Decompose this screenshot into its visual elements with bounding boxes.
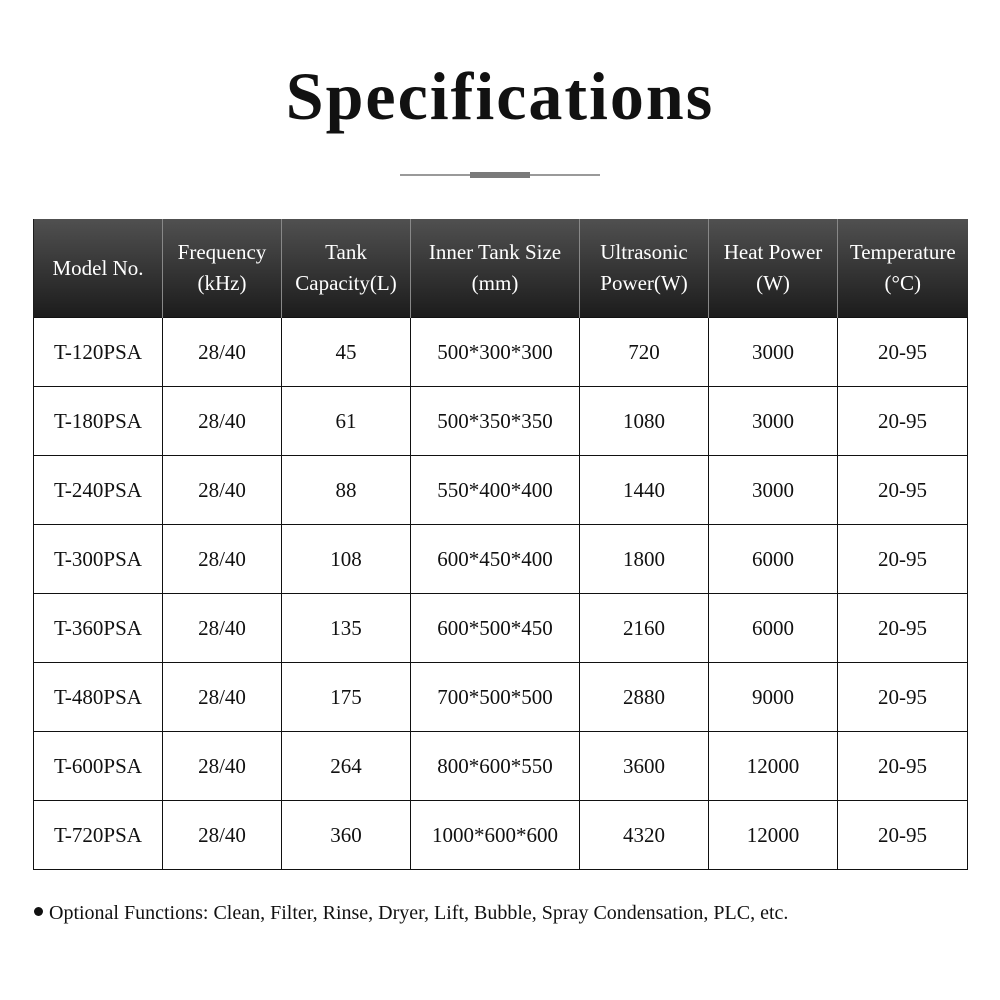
cell-ultrasonic-power: 2160 (580, 594, 709, 663)
table-header-row (34, 219, 968, 318)
cell-inner-tank-size: 600*500*450 (411, 594, 580, 663)
header-inner-tank-size: Inner Tank Size (mm) (411, 219, 580, 318)
cell-ultrasonic-power: 1080 (580, 387, 709, 456)
table-row (34, 663, 968, 732)
cell-temperature: 20-95 (838, 456, 968, 525)
cell-temperature: 20-95 (838, 663, 968, 732)
header-model-no: Model No. (34, 219, 163, 318)
cell-tank-capacity: 45 (282, 318, 411, 387)
cell-ultrasonic-power: 2880 (580, 663, 709, 732)
cell-tank-capacity: 360 (282, 801, 411, 870)
cell-ultrasonic-power: 4320 (580, 801, 709, 870)
cell-inner-tank-size: 700*500*500 (411, 663, 580, 732)
specifications-table (33, 219, 968, 870)
header-temperature: Temperature (°C) (838, 219, 968, 318)
cell-inner-tank-size: 500*300*300 (411, 318, 580, 387)
cell-ultrasonic-power: 1800 (580, 525, 709, 594)
cell-model-no: T-600PSA (34, 732, 163, 801)
optional-functions-text: Optional Functions: Clean, Filter, Rinse, Dryer, Lift, Bubble, Spray Condensation, PLC, etc. (49, 902, 789, 924)
table-row (34, 525, 968, 594)
optional-functions-note (34, 902, 974, 925)
cell-heat-power: 3000 (709, 387, 838, 456)
title-divider-accent (470, 172, 530, 178)
cell-model-no: T-240PSA (34, 456, 163, 525)
bullet-icon (34, 907, 43, 916)
cell-model-no: T-120PSA (34, 318, 163, 387)
cell-model-no: T-180PSA (34, 387, 163, 456)
page-title: Specifications (285, 58, 715, 134)
cell-inner-tank-size: 550*400*400 (411, 456, 580, 525)
cell-ultrasonic-power: 1440 (580, 456, 709, 525)
cell-inner-tank-size: 600*450*400 (411, 525, 580, 594)
header-heat-power: Heat Power (W) (709, 219, 838, 318)
cell-tank-capacity: 135 (282, 594, 411, 663)
cell-temperature: 20-95 (838, 387, 968, 456)
cell-heat-power: 6000 (709, 594, 838, 663)
cell-frequency: 28/40 (163, 525, 282, 594)
cell-model-no: T-720PSA (34, 801, 163, 870)
cell-inner-tank-size: 500*350*350 (411, 387, 580, 456)
cell-tank-capacity: 264 (282, 732, 411, 801)
title-divider (400, 174, 600, 176)
cell-heat-power: 12000 (709, 801, 838, 870)
cell-ultrasonic-power: 3600 (580, 732, 709, 801)
cell-tank-capacity: 175 (282, 663, 411, 732)
table-row (34, 456, 968, 525)
cell-temperature: 20-95 (838, 801, 968, 870)
cell-frequency: 28/40 (163, 801, 282, 870)
cell-temperature: 20-95 (838, 594, 968, 663)
header-frequency: Frequency (kHz) (163, 219, 282, 318)
cell-model-no: T-300PSA (34, 525, 163, 594)
cell-heat-power: 3000 (709, 456, 838, 525)
cell-tank-capacity: 108 (282, 525, 411, 594)
table-row (34, 732, 968, 801)
cell-heat-power: 3000 (709, 318, 838, 387)
cell-frequency: 28/40 (163, 456, 282, 525)
cell-temperature: 20-95 (838, 318, 968, 387)
header-ultrasonic-power: Ultrasonic Power(W) (580, 219, 709, 318)
table-row (34, 387, 968, 456)
cell-ultrasonic-power: 720 (580, 318, 709, 387)
cell-frequency: 28/40 (163, 594, 282, 663)
cell-frequency: 28/40 (163, 732, 282, 801)
cell-temperature: 20-95 (838, 525, 968, 594)
cell-heat-power: 12000 (709, 732, 838, 801)
cell-tank-capacity: 61 (282, 387, 411, 456)
cell-frequency: 28/40 (163, 663, 282, 732)
table-row (34, 318, 968, 387)
cell-frequency: 28/40 (163, 387, 282, 456)
cell-tank-capacity: 88 (282, 456, 411, 525)
cell-inner-tank-size: 800*600*550 (411, 732, 580, 801)
cell-frequency: 28/40 (163, 318, 282, 387)
header-tank-capacity: Tank Capacity(L) (282, 219, 411, 318)
table-row (34, 801, 968, 870)
cell-heat-power: 6000 (709, 525, 838, 594)
cell-heat-power: 9000 (709, 663, 838, 732)
cell-inner-tank-size: 1000*600*600 (411, 801, 580, 870)
cell-model-no: T-360PSA (34, 594, 163, 663)
cell-model-no: T-480PSA (34, 663, 163, 732)
table-row (34, 594, 968, 663)
cell-temperature: 20-95 (838, 732, 968, 801)
